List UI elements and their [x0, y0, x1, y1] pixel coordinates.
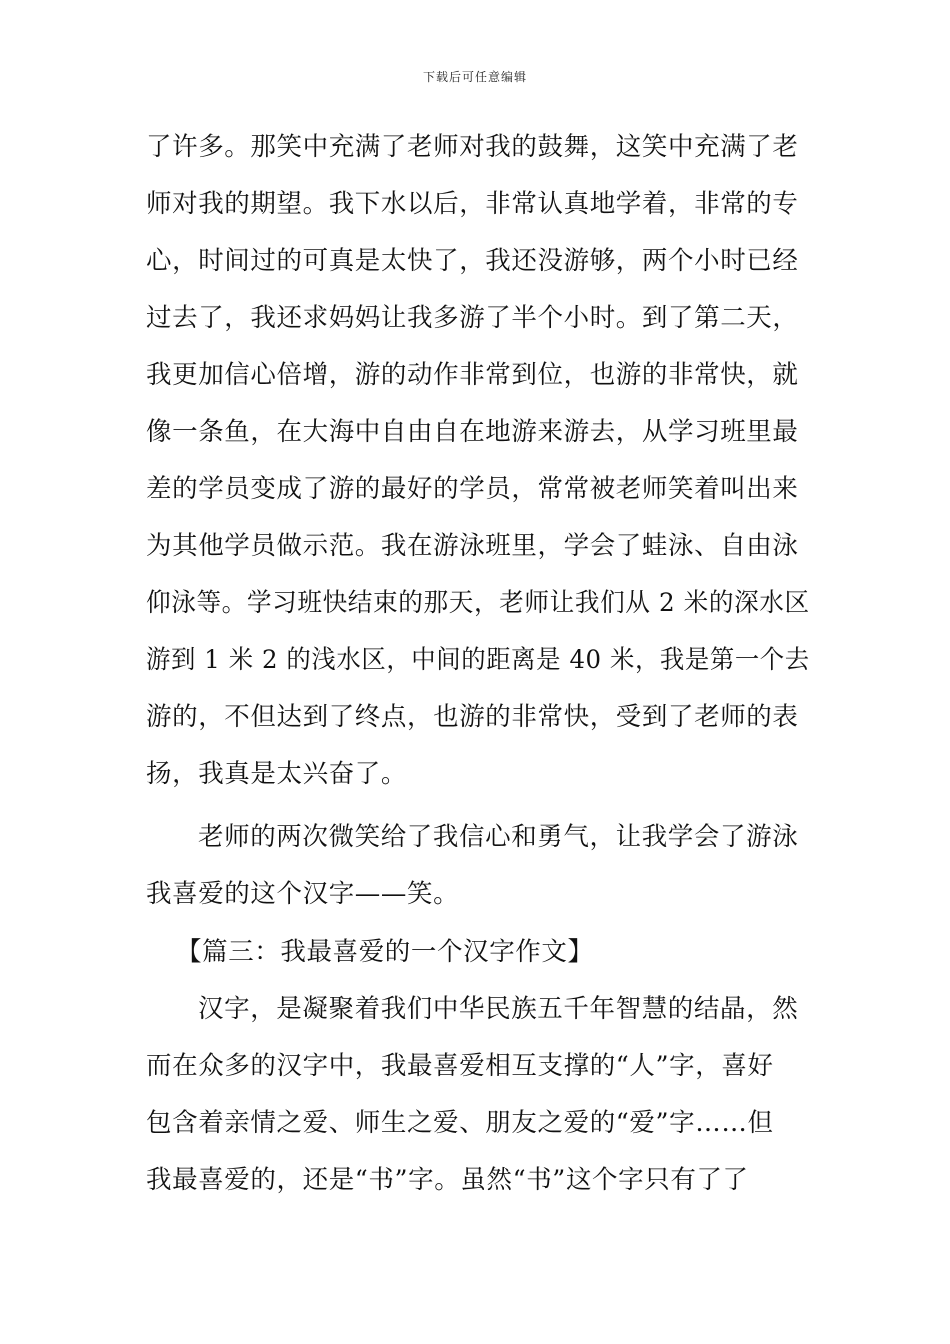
text-line: 我更加信心倍增，游的动作非常到位，也游的非常快，就 [146, 360, 799, 390]
text-line: 而在众多的汉字中，我最喜爱相互支撑的“人”字，喜好 [146, 1051, 774, 1081]
text-line: 为其他学员做示范。我在游泳班里，学会了蛙泳、自由泳 [146, 531, 799, 561]
text-line: 了许多。那笑中充满了老师对我的鼓舞，这笑中充满了老 [146, 132, 799, 162]
text-line: 包含着亲情之爱、师生之爱、朋友之爱的“爱”字……但 [146, 1108, 774, 1138]
text-line: 过去了，我还求妈妈让我多游了半个小时。到了第二天， [146, 303, 799, 333]
text-line: 心，时间过的可真是太快了，我还没游够，两个小时已经 [146, 246, 799, 276]
paragraph-first-line: 老师的两次微笑给了我信心和勇气，让我学会了游泳 [198, 822, 799, 852]
text-line: 我喜爱的这个汉字——笑。 [146, 879, 460, 909]
text-line: 像一条鱼，在大海中自由自在地游来游去，从学习班里最 [146, 417, 799, 447]
text-line: 扬，我真是太兴奋了。 [146, 759, 408, 789]
paragraph-first-line: 汉字，是凝聚着我们中华民族五千年智慧的结晶，然 [198, 994, 799, 1024]
page-header: 下载后可任意编辑 [422, 70, 527, 84]
text-line: 师对我的期望。我下水以后，非常认真地学着，非常的专 [146, 189, 799, 219]
text-line: 我最喜爱的，还是“书”字。虽然“书”这个字只有了了 [146, 1165, 749, 1195]
text-line: 游到 1 米 2 的浅水区，中间的距离是 40 米，我是第一个去 [146, 645, 810, 675]
text-line: 仰泳等。学习班快结束的那天，老师让我们从 2 米的深水区 [146, 588, 810, 618]
section-heading: 【篇三：我最喜爱的一个汉字作文】 [176, 937, 594, 967]
text-line: 差的学员变成了游的最好的学员，常常被老师笑着叫出来 [146, 474, 799, 504]
text-line: 游的，不但达到了终点，也游的非常快，受到了老师的表 [146, 702, 799, 732]
